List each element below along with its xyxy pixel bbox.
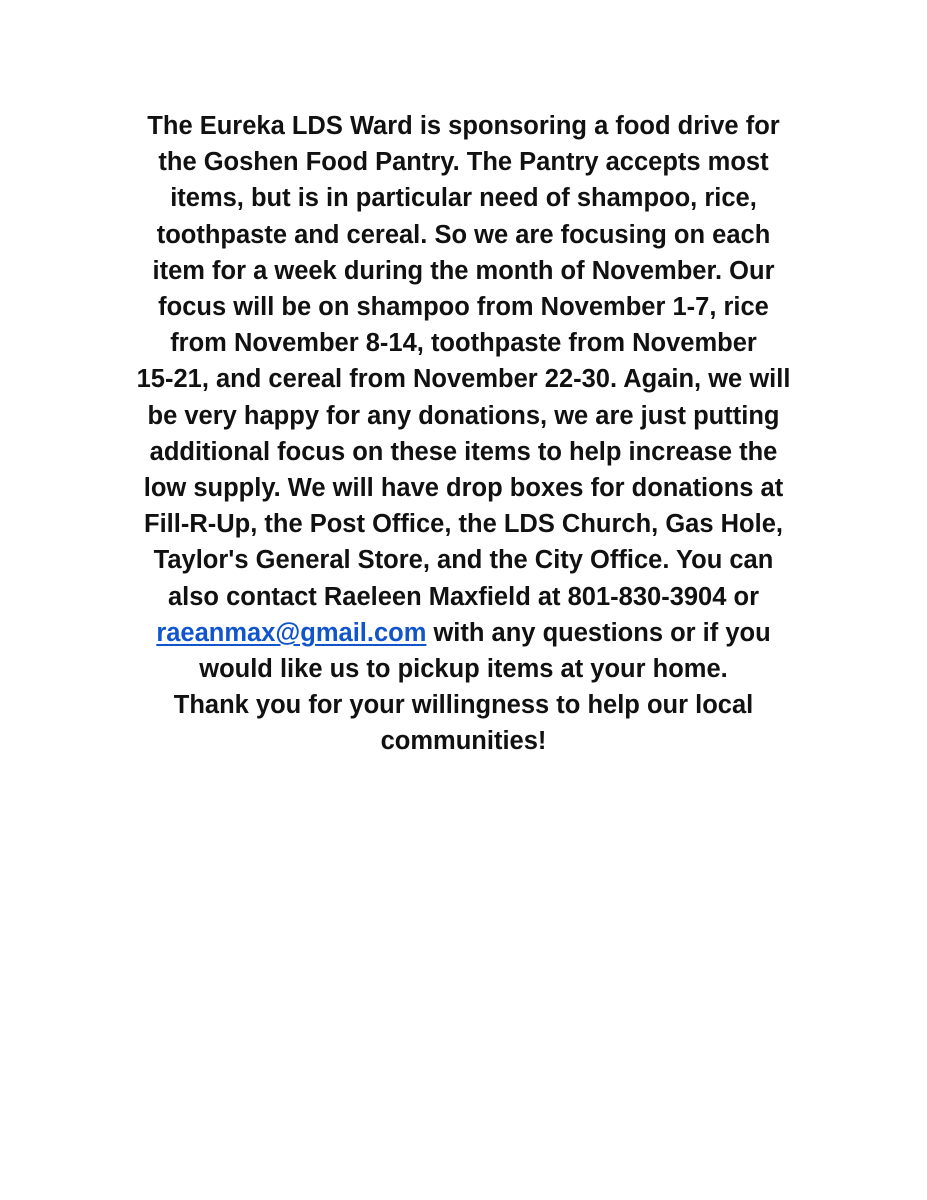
text-line: Fill-R-Up, the Post Office, the LDS Church, Gas Hole, [144, 510, 783, 539]
food-drive-announcement [90, 108, 837, 760]
text-line: also contact Raeleen Maxfield at 801-830-3904 or [167, 582, 760, 611]
text-line: would like us to pickup items at your home. [199, 655, 728, 684]
text-line: item for a week during the month of November. Our [152, 256, 775, 285]
text-line: The Eureka LDS Ward is sponsoring a food drive for [147, 112, 780, 140]
email-line [90, 615, 837, 651]
text-line: focus will be on shampoo from November 1-7, rice [158, 293, 769, 322]
closing-line: communities! [380, 727, 547, 756]
text-line: items, but is in particular need of shampoo, rice, [170, 184, 757, 213]
text-line: be very happy for any donations, we are just putting [147, 401, 780, 430]
email-line-rest: with any questions or if you [426, 618, 771, 647]
text-line: 15-21, and cereal from November 22-30. Again, we will [136, 365, 791, 394]
text-line: additional focus on these items to help increase the [149, 437, 778, 466]
text-line: from November 8-14, toothpaste from November [170, 329, 757, 358]
text-line: toothpaste and cereal. So we are focusing on each [156, 220, 771, 249]
closing-line: Thank you for your willingness to help our local [173, 691, 754, 720]
email-link[interactable]: raeanmax@gmail.com [156, 618, 427, 647]
text-line: low supply. We will have drop boxes for donations at [143, 474, 784, 503]
text-line: the Goshen Food Pantry. The Pantry accepts most [158, 148, 769, 177]
text-line: Taylor's General Store, and the City Office. You can [153, 546, 774, 575]
